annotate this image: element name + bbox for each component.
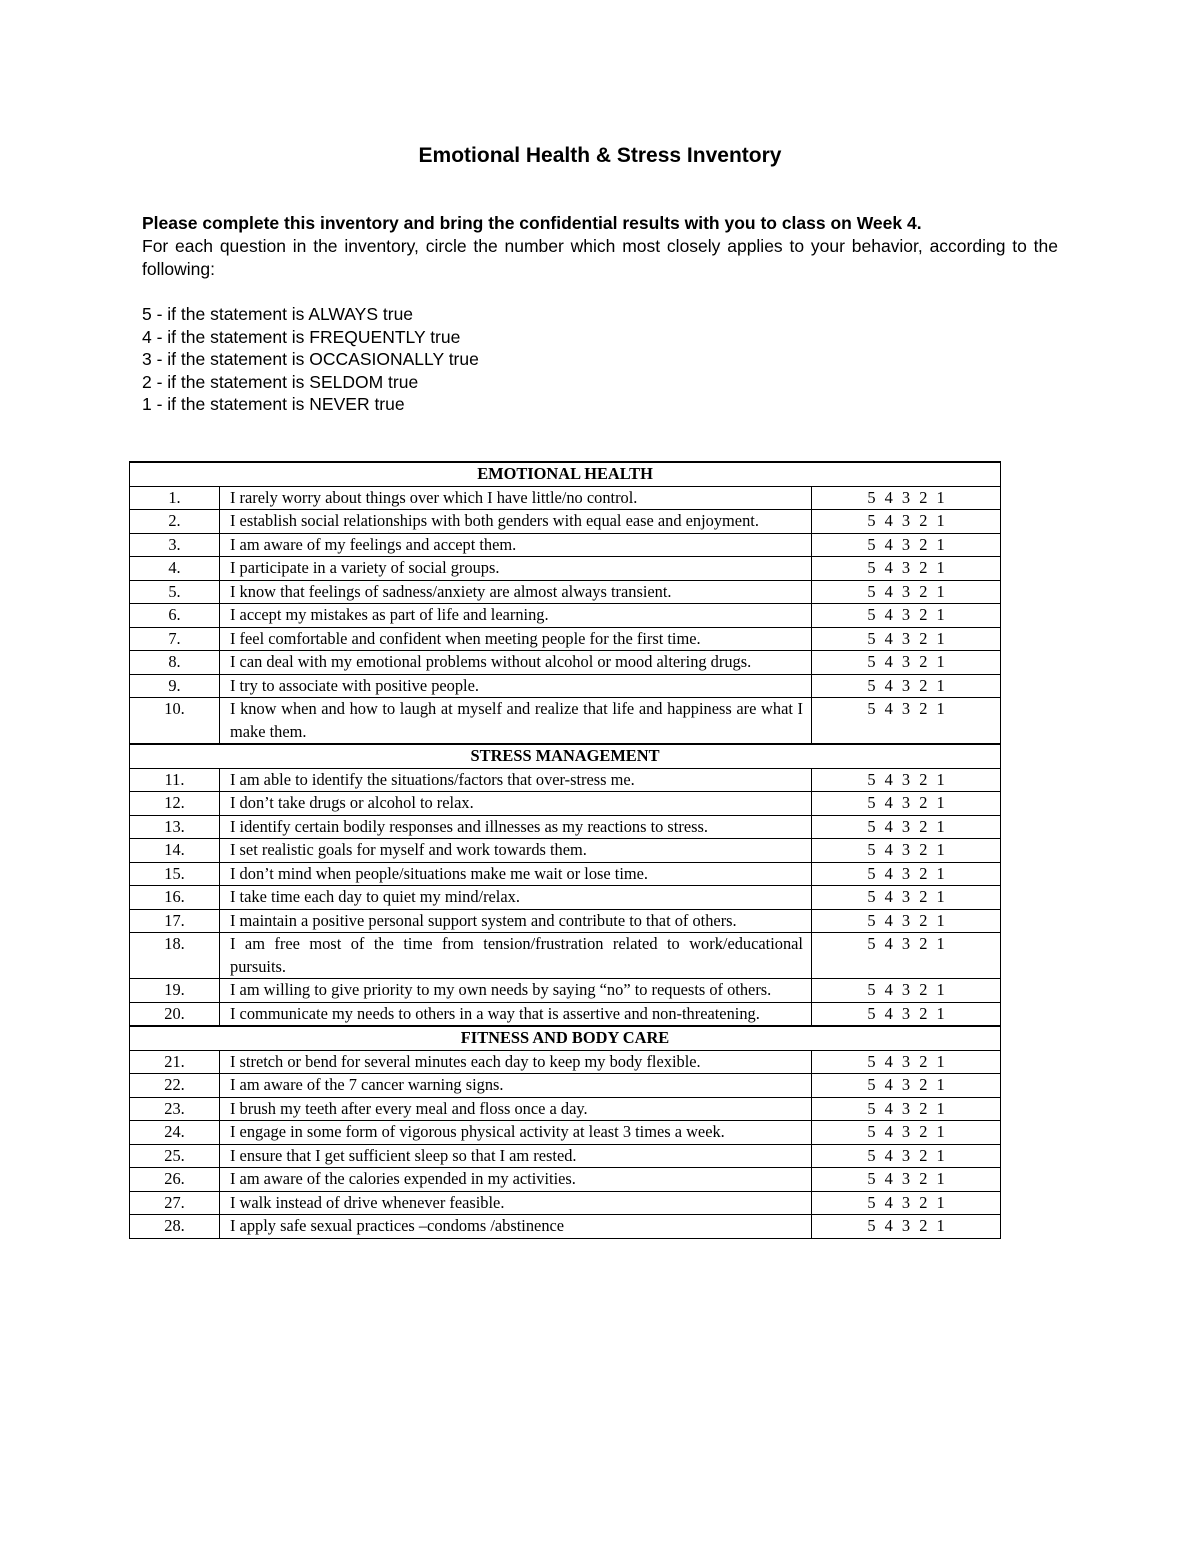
item-statement: I am free most of the time from tension/frustration related to work/educational pursuits. xyxy=(220,933,812,979)
item-number: 28. xyxy=(130,1215,220,1239)
table-row xyxy=(130,557,1001,581)
section-title: EMOTIONAL HEALTH xyxy=(130,462,1001,486)
rating-options[interactable]: 5 4 3 2 1 xyxy=(812,486,1001,510)
rating-options[interactable]: 5 4 3 2 1 xyxy=(812,698,1001,745)
instruction-paragraph: For each question in the inventory, circle the number which most closely applies to your behavior, according to the following: xyxy=(142,236,1058,279)
item-number: 10. xyxy=(130,698,220,745)
item-number: 13. xyxy=(130,815,220,839)
item-number: 27. xyxy=(130,1191,220,1215)
item-statement: I don’t mind when people/situations make me wait or lose time. xyxy=(220,862,812,886)
item-statement: I take time each day to quiet my mind/relax. xyxy=(220,886,812,910)
inventory-table xyxy=(129,461,1001,1239)
table-row xyxy=(130,839,1001,863)
section-header-row xyxy=(130,1026,1001,1050)
section-title: STRESS MANAGEMENT xyxy=(130,744,1001,768)
item-statement: I feel comfortable and confident when meeting people for the first time. xyxy=(220,627,812,651)
rating-options[interactable]: 5 4 3 2 1 xyxy=(812,839,1001,863)
item-number: 23. xyxy=(130,1097,220,1121)
item-statement: I communicate my needs to others in a way that is assertive and non-threatening. xyxy=(220,1002,812,1026)
item-number: 20. xyxy=(130,1002,220,1026)
item-statement: I engage in some form of vigorous physical activity at least 3 times a week. xyxy=(220,1121,812,1145)
table-row xyxy=(130,1097,1001,1121)
item-number: 26. xyxy=(130,1168,220,1192)
table-row xyxy=(130,1215,1001,1239)
rating-options[interactable]: 5 4 3 2 1 xyxy=(812,1144,1001,1168)
item-statement: I participate in a variety of social groups. xyxy=(220,557,812,581)
item-statement: I brush my teeth after every meal and floss once a day. xyxy=(220,1097,812,1121)
item-number: 2. xyxy=(130,510,220,534)
item-number: 8. xyxy=(130,651,220,675)
rating-options[interactable]: 5 4 3 2 1 xyxy=(812,1168,1001,1192)
rating-options[interactable]: 5 4 3 2 1 xyxy=(812,792,1001,816)
table-row xyxy=(130,1002,1001,1026)
item-number: 15. xyxy=(130,862,220,886)
table-row xyxy=(130,674,1001,698)
item-statement: I identify certain bodily responses and illnesses as my reactions to stress. xyxy=(220,815,812,839)
rating-options[interactable]: 5 4 3 2 1 xyxy=(812,1191,1001,1215)
table-row xyxy=(130,651,1001,675)
rating-options[interactable]: 5 4 3 2 1 xyxy=(812,862,1001,886)
rating-options[interactable]: 5 4 3 2 1 xyxy=(812,510,1001,534)
item-number: 9. xyxy=(130,674,220,698)
table-row xyxy=(130,533,1001,557)
item-number: 16. xyxy=(130,886,220,910)
rating-options[interactable]: 5 4 3 2 1 xyxy=(812,580,1001,604)
table-row xyxy=(130,580,1001,604)
item-statement: I ensure that I get sufficient sleep so that I am rested. xyxy=(220,1144,812,1168)
table-row xyxy=(130,979,1001,1003)
rating-options[interactable]: 5 4 3 2 1 xyxy=(812,674,1001,698)
rating-options[interactable]: 5 4 3 2 1 xyxy=(812,604,1001,628)
table-row xyxy=(130,627,1001,651)
document-title: Emotional Health & Stress Inventory xyxy=(418,144,782,167)
item-number: 25. xyxy=(130,1144,220,1168)
rating-options[interactable]: 5 4 3 2 1 xyxy=(812,815,1001,839)
table-row xyxy=(130,1168,1001,1192)
item-number: 6. xyxy=(130,604,220,628)
instructions xyxy=(142,212,1058,416)
item-number: 11. xyxy=(130,768,220,792)
item-statement: I set realistic goals for myself and work towards them. xyxy=(220,839,812,863)
section-header-row xyxy=(130,462,1001,486)
scale-line: 1 - if the statement is NEVER true xyxy=(142,394,405,415)
scale-line: 2 - if the statement is SELDOM true xyxy=(142,371,419,392)
rating-options[interactable]: 5 4 3 2 1 xyxy=(812,627,1001,651)
table-row xyxy=(130,1050,1001,1074)
item-number: 19. xyxy=(130,979,220,1003)
rating-options[interactable]: 5 4 3 2 1 xyxy=(812,768,1001,792)
item-statement: I maintain a positive personal support system and contribute to that of others. xyxy=(220,909,812,933)
item-statement: I know when and how to laugh at myself and realize that life and happiness are what I make them. xyxy=(220,698,812,745)
section-header-row xyxy=(130,744,1001,768)
rating-options[interactable]: 5 4 3 2 1 xyxy=(812,1215,1001,1239)
item-statement: I stretch or bend for several minutes each day to keep my body flexible. xyxy=(220,1050,812,1074)
rating-options[interactable]: 5 4 3 2 1 xyxy=(812,1002,1001,1026)
item-statement: I am aware of the calories expended in my activities. xyxy=(220,1168,812,1192)
rating-scale-legend xyxy=(142,303,1058,416)
table-row xyxy=(130,909,1001,933)
item-statement: I am able to identify the situations/factors that over-stress me. xyxy=(220,768,812,792)
item-statement: I know that feelings of sadness/anxiety are almost always transient. xyxy=(220,580,812,604)
table-row xyxy=(130,768,1001,792)
rating-options[interactable]: 5 4 3 2 1 xyxy=(812,1050,1001,1074)
rating-options[interactable]: 5 4 3 2 1 xyxy=(812,651,1001,675)
item-statement: I can deal with my emotional problems without alcohol or mood altering drugs. xyxy=(220,651,812,675)
item-number: 21. xyxy=(130,1050,220,1074)
scale-line: 4 - if the statement is FREQUENTLY true xyxy=(142,326,461,347)
table-row xyxy=(130,1121,1001,1145)
table-row xyxy=(130,815,1001,839)
item-statement: I am aware of my feelings and accept them. xyxy=(220,533,812,557)
item-number: 14. xyxy=(130,839,220,863)
item-number: 1. xyxy=(130,486,220,510)
table-row xyxy=(130,933,1001,979)
table-row xyxy=(130,510,1001,534)
rating-options[interactable]: 5 4 3 2 1 xyxy=(812,886,1001,910)
item-statement: I accept my mistakes as part of life and learning. xyxy=(220,604,812,628)
rating-options[interactable]: 5 4 3 2 1 xyxy=(812,933,1001,979)
table-row xyxy=(130,1144,1001,1168)
table-row xyxy=(130,792,1001,816)
rating-options[interactable]: 5 4 3 2 1 xyxy=(812,557,1001,581)
item-number: 3. xyxy=(130,533,220,557)
item-statement: I am aware of the 7 cancer warning signs. xyxy=(220,1074,812,1098)
table-row xyxy=(130,604,1001,628)
item-number: 18. xyxy=(130,933,220,979)
item-statement: I am willing to give priority to my own needs by saying “no” to requests of others. xyxy=(220,979,812,1003)
item-number: 7. xyxy=(130,627,220,651)
item-number: 22. xyxy=(130,1074,220,1098)
item-number: 24. xyxy=(130,1121,220,1145)
table-row xyxy=(130,698,1001,745)
table-row xyxy=(130,486,1001,510)
item-statement: I try to associate with positive people. xyxy=(220,674,812,698)
item-statement: I walk instead of drive whenever feasible. xyxy=(220,1191,812,1215)
rating-options[interactable]: 5 4 3 2 1 xyxy=(812,533,1001,557)
item-number: 4. xyxy=(130,557,220,581)
rating-options[interactable]: 5 4 3 2 1 xyxy=(812,979,1001,1003)
item-statement: I establish social relationships with both genders with equal ease and enjoyment. xyxy=(220,510,812,534)
scale-line: 5 - if the statement is ALWAYS true xyxy=(142,304,414,324)
item-number: 5. xyxy=(130,580,220,604)
table-row xyxy=(130,1191,1001,1215)
item-statement: I rarely worry about things over which I have little/no control. xyxy=(220,486,812,510)
rating-options[interactable]: 5 4 3 2 1 xyxy=(812,909,1001,933)
rating-options[interactable]: 5 4 3 2 1 xyxy=(812,1074,1001,1098)
rating-options[interactable]: 5 4 3 2 1 xyxy=(812,1097,1001,1121)
item-number: 17. xyxy=(130,909,220,933)
table-row xyxy=(130,886,1001,910)
item-number: 12. xyxy=(130,792,220,816)
section-title: FITNESS AND BODY CARE xyxy=(130,1026,1001,1050)
table-row xyxy=(130,1074,1001,1098)
item-statement: I don’t take drugs or alcohol to relax. xyxy=(220,792,812,816)
scale-line: 3 - if the statement is OCCASIONALLY true xyxy=(142,349,479,370)
instruction-bold-line: Please complete this inventory and bring the confidential results with you to class on Week 4. xyxy=(142,213,922,233)
rating-options[interactable]: 5 4 3 2 1 xyxy=(812,1121,1001,1145)
table-row xyxy=(130,862,1001,886)
item-statement: I apply safe sexual practices –condoms /abstinence xyxy=(220,1215,812,1239)
